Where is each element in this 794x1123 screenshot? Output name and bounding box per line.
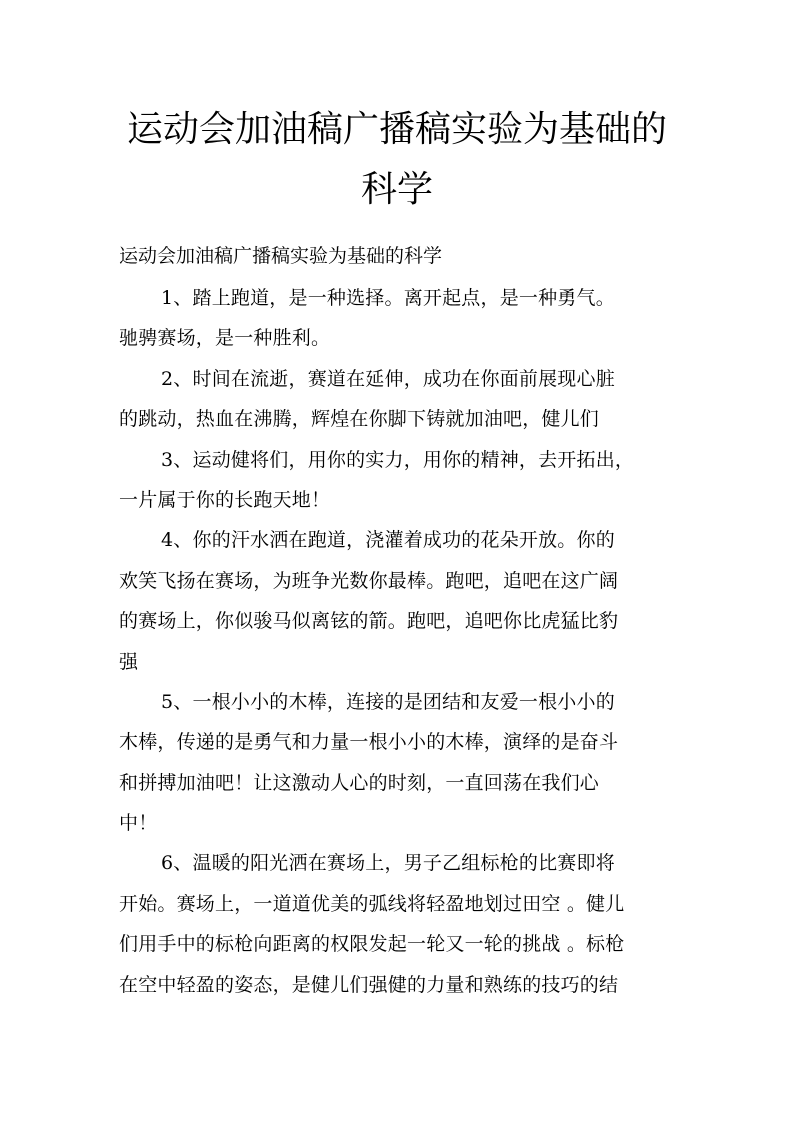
paragraph-2-line-2: 的跳动，热血在沸腾，辉煌在你脚下铸就加油吧，健儿们: [119, 408, 600, 431]
paragraph-2-line-1: 2、时间在流逝，赛道在延伸，成功在你面前展现心脏: [161, 367, 615, 390]
paragraph-5-line-3: 和拼搏加油吧！让这激动人心的时刻，一直回荡在我们心: [119, 771, 600, 794]
paragraph-1-line-1: 1、踏上跑道，是一种选择。离开起点，是一种勇气。: [161, 287, 615, 309]
paragraph-3-line-2: 一片属于你的长跑天地！: [119, 488, 331, 511]
paragraph-4-line-3: 的赛场上，你似骏马似离铉的箭。跑吧，追吧你比虎猛比豹: [119, 610, 619, 633]
paragraph-6-line-1: 6、温暖的阳光洒在赛场上，男子乙组标枪的比赛即将: [161, 852, 615, 875]
paragraph-6-line-3: 们用手中的标枪向距离的权限发起一轮又一轮的挑战 。标枪: [119, 933, 625, 956]
document-title-line-2: 科学: [360, 169, 433, 210]
paragraph-4-line-4: 强: [119, 650, 139, 673]
document-subtitle: 运动会加油稿广播稿实验为基础的科学: [119, 245, 443, 267]
paragraph-1-line-2: 驰骋赛场，是一种胜利。: [119, 327, 331, 350]
paragraph-6-line-2: 开始。赛场上，一道道优美的弧线将轻盈地划过田空 。健儿: [119, 892, 625, 915]
document-body: [119, 283, 679, 1010]
paragraph-5-line-2: 木棒，传递的是勇气和力量一根小小的木棒，演绎的是奋斗: [119, 731, 619, 754]
paragraph-4-line-1: 4、你的汗水洒在跑道，浇灌着成功的花朵开放。你的: [161, 529, 615, 552]
paragraph-5-line-4: 中！: [119, 812, 158, 835]
paragraph-3-line-1: 3、运动健将们，用你的实力，用你的精神，去开拓出，: [161, 448, 635, 471]
paragraph-4-line-2: 欢笑飞扬在赛场，为班争光数你最棒。跑吧，追吧在这广阔: [119, 569, 619, 592]
document-title-line-1: 运动会加油稿广播稿实验为基础的: [126, 109, 667, 150]
paragraph-6-line-4: 在空中轻盈的姿态，是健儿们强健的力量和熟练的技巧的结: [119, 973, 619, 996]
paragraph-5-line-1: 5、一根小小的木棒，连接的是团结和友爱一根小小的: [161, 690, 615, 713]
